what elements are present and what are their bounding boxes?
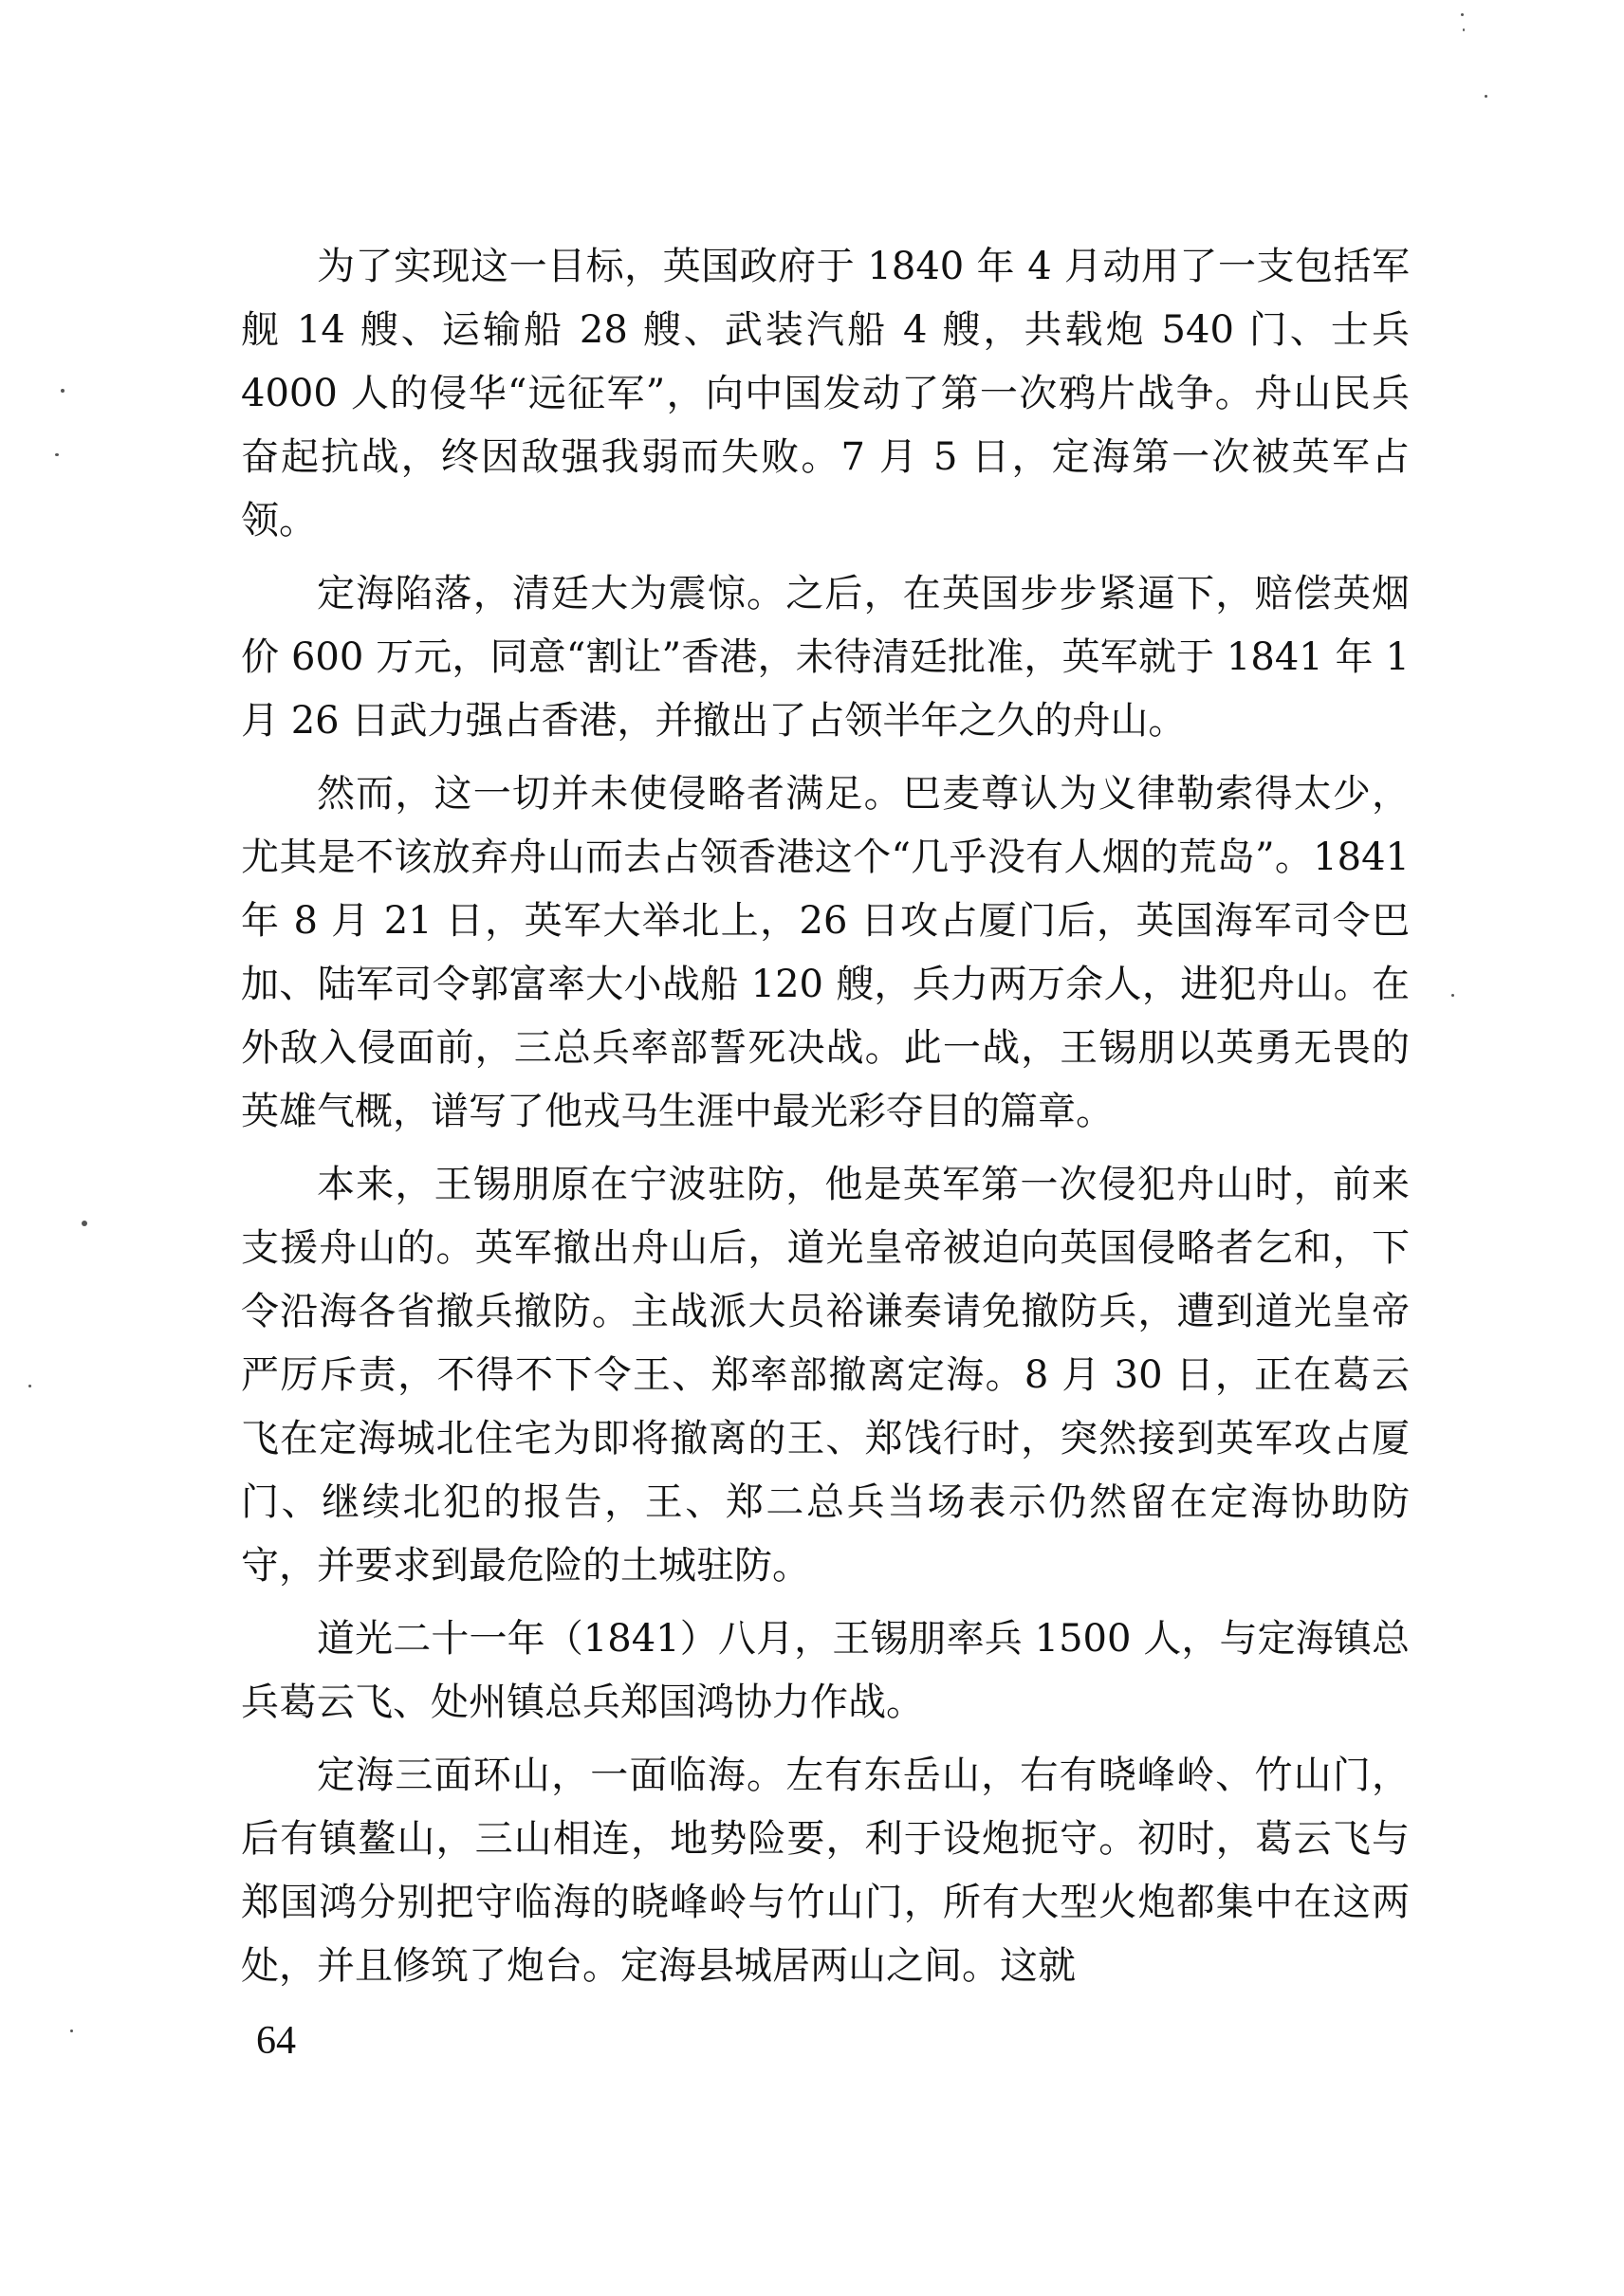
scan-speck: [55, 453, 59, 456]
scan-speck: [1461, 13, 1464, 16]
scan-speck: [1463, 28, 1465, 31]
paragraph-5: 道光二十一年（1841）八月，王锡朋率兵 1500 人，与定海镇总兵葛云飞、处州镇总兵郑国鸿协力作战。: [241, 1617, 1410, 1724]
scan-speck: [1485, 95, 1487, 98]
scan-speck: [1451, 994, 1454, 997]
scan-speck: [28, 1385, 31, 1387]
paragraph-6: 定海三面环山，一面临海。左有东岳山，右有晓峰岭、竹山门，后有镇鳌山，三山相连，地势险要，利于设炮扼守。初时，葛云飞与郑国鸿分别把守临海的晓峰岭与竹山门，所有大型火炮都集中在这两处，并且修筑了炮台。定海县城居两山之间。这就: [241, 1754, 1410, 1988]
paragraph-4: 本来，王锡朋原在宁波驻防，他是英军第一次侵犯舟山时，前来支援舟山的。英军撤出舟山后，道光皇帝被迫向英国侵略者乞和，下令沿海各省撤兵撤防。主战派大员裕谦奏请免撤防兵，遭到道光皇帝严厉斥责，不得不下令王、郑率部撤离定海。8 月 30 日，正在葛云飞在定海城北住宅为即将撤离的王、郑饯行时，突然接到英军攻占厦门、继续北犯的报告，王、郑二总兵当场表示仍然留在定海协助防守，并要求到最危险的土城驻防。: [241, 1163, 1410, 1588]
paragraph-2: 定海陷落，清廷大为震惊。之后，在英国步步紧逼下，赔偿英烟价 600 万元，同意“割让”香港，未待清廷批准，英军就于 1841 年 1 月 26 日武力强占香港，并撤出了占领半年之久的舟山。: [241, 572, 1410, 743]
body-text: [241, 235, 1410, 2008]
paragraph-1: 为了实现这一目标，英国政府于 1840 年 4 月动用了一支包括军舰 14 艘、运输船 28 艘、武装汽船 4 艘，共载炮 540 门、士兵 4000 人的侵华“远征军”，向中国发动了第一次鸦片战争。舟山民兵奋起抗战，终因敌强我弱而失败。7 月 5 日，定海第一次被英军占领。: [241, 245, 1410, 542]
paragraph-3: 然而，这一切并未使侵略者满足。巴麦尊认为义律勒索得太少，尤其是不该放弃舟山而去占领香港这个“几乎没有人烟的荒岛”。1841 年 8 月 21 日，英军大举北上，26 日攻占厦门后，英国海军司令巴加、陆军司令郭富率大小战船 120 艘，兵力两万余人，进犯舟山。在外敌入侵面前，三总兵率部誓死决战。此一战，王锡朋以英勇无畏的英雄气概，谱写了他戎马生涯中最光彩夺目的篇章。: [241, 772, 1410, 1133]
page-number: 64: [256, 2019, 296, 2063]
scan-speck: [61, 389, 65, 393]
scan-speck: [82, 1221, 87, 1226]
scan-speck: [70, 2030, 73, 2032]
